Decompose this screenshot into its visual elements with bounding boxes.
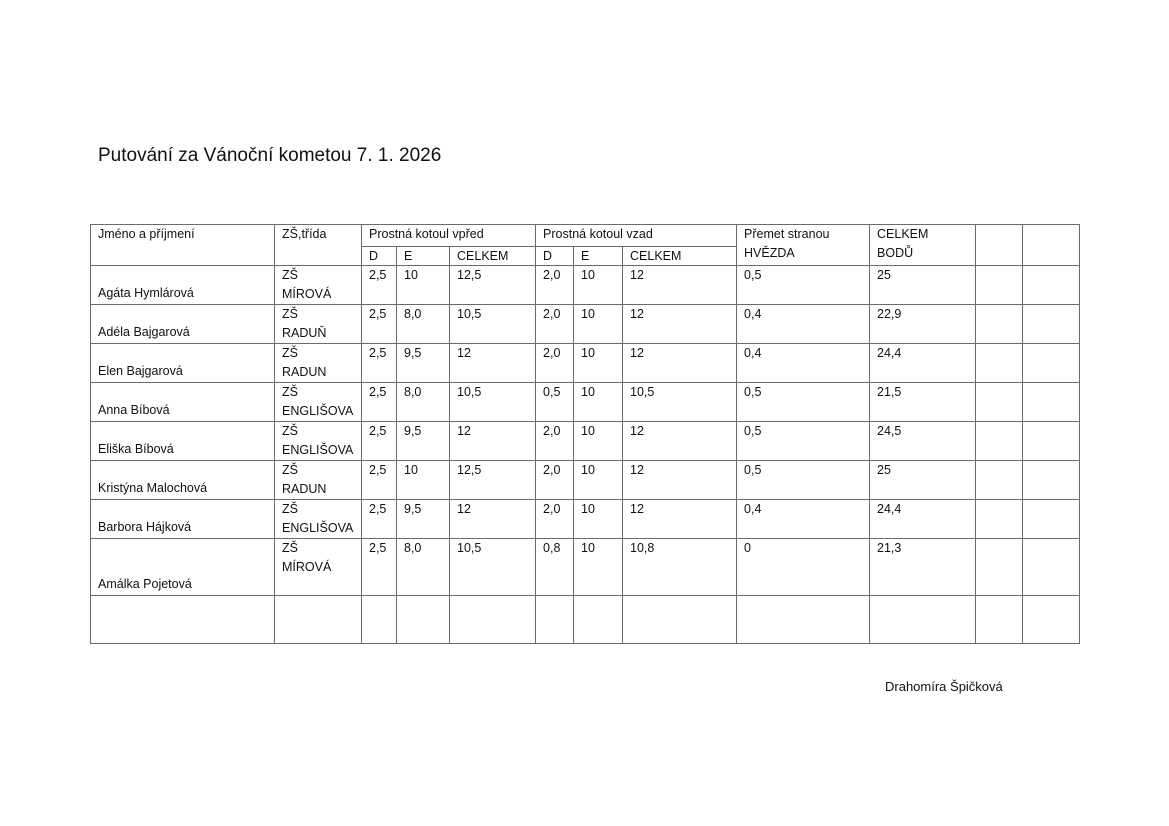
table-row <box>91 539 1080 596</box>
cell-empty <box>536 596 574 644</box>
cell-backward-total: 12 <box>623 344 737 383</box>
header-backward-roll: Prostná kotoul vzad <box>536 225 737 247</box>
subheader-backward-d: D <box>536 247 574 266</box>
cell-backward-total: 12 <box>623 305 737 344</box>
cell-backward-e: 10 <box>574 383 623 422</box>
cell-cartwheel: 0,5 <box>737 266 870 305</box>
athlete-name: Barbora Hájková <box>98 520 192 534</box>
cell-backward-d: 0,8 <box>536 539 574 596</box>
table-row <box>91 266 1080 305</box>
results-table <box>90 224 1080 644</box>
header-forward-roll: Prostná kotoul vpřed <box>362 225 536 247</box>
cell-school <box>275 305 362 344</box>
cell-forward-e: 10 <box>397 266 450 305</box>
cell-cartwheel: 0,4 <box>737 305 870 344</box>
cell-forward-d: 2,5 <box>362 539 397 596</box>
school-name: ENGLIŠOVA <box>282 404 354 418</box>
cell-backward-d: 0,5 <box>536 383 574 422</box>
cell-forward-total: 12 <box>450 500 536 539</box>
header-total-points <box>870 225 976 266</box>
school-name: MÍROVÁ <box>282 287 332 301</box>
cell-backward-d: 2,0 <box>536 422 574 461</box>
cell-forward-e: 10 <box>397 461 450 500</box>
cell-empty-2 <box>1023 422 1080 461</box>
cell-backward-d: 2,0 <box>536 266 574 305</box>
cell-cartwheel: 0,5 <box>737 383 870 422</box>
signature: Drahomíra Špičková <box>885 679 1003 694</box>
cell-backward-total: 12 <box>623 422 737 461</box>
athlete-name: Amálka Pojetová <box>98 577 192 591</box>
school-type: ZŠ <box>282 541 298 555</box>
cell-empty-1 <box>976 305 1023 344</box>
subheader-backward-total: CELKEM <box>623 247 737 266</box>
table-row-empty <box>91 596 1080 644</box>
cell-backward-total: 12 <box>623 266 737 305</box>
cell-empty <box>1023 596 1080 644</box>
cell-forward-d: 2,5 <box>362 305 397 344</box>
cell-empty <box>275 596 362 644</box>
cell-forward-e: 8,0 <box>397 539 450 596</box>
cell-name <box>91 500 275 539</box>
cell-empty-1 <box>976 422 1023 461</box>
header-school: ZŠ,třída <box>275 225 362 266</box>
cell-forward-e: 8,0 <box>397 383 450 422</box>
cell-forward-d: 2,5 <box>362 422 397 461</box>
cell-empty <box>574 596 623 644</box>
cell-name <box>91 461 275 500</box>
athlete-name: Agáta Hymlárová <box>98 286 194 300</box>
table-row <box>91 383 1080 422</box>
cell-total-points: 24,5 <box>870 422 976 461</box>
cell-backward-e: 10 <box>574 461 623 500</box>
athlete-name: Anna Bíbová <box>98 403 170 417</box>
cell-total-points: 24,4 <box>870 500 976 539</box>
athlete-name: Adéla Bajgarová <box>98 325 190 339</box>
cell-backward-e: 10 <box>574 305 623 344</box>
cell-empty-1 <box>976 383 1023 422</box>
header-cartwheel-line2: HVĚZDA <box>744 246 795 260</box>
cell-name <box>91 305 275 344</box>
table-row <box>91 422 1080 461</box>
table-row <box>91 461 1080 500</box>
school-name: RADUN <box>282 482 327 496</box>
subheader-forward-total: CELKEM <box>450 247 536 266</box>
cell-total-points: 21,3 <box>870 539 976 596</box>
cell-empty-2 <box>1023 344 1080 383</box>
cell-cartwheel: 0,5 <box>737 461 870 500</box>
cell-forward-e: 9,5 <box>397 500 450 539</box>
cell-backward-e: 10 <box>574 539 623 596</box>
cell-forward-total: 10,5 <box>450 539 536 596</box>
school-name: RADUŇ <box>282 326 327 340</box>
document-title: Putování za Vánoční kometou 7. 1. 2026 <box>98 145 442 166</box>
header-cartwheel <box>737 225 870 266</box>
cell-empty <box>737 596 870 644</box>
cell-empty <box>623 596 737 644</box>
athlete-name: Elen Bajgarová <box>98 364 183 378</box>
cell-forward-d: 2,5 <box>362 461 397 500</box>
cell-forward-d: 2,5 <box>362 500 397 539</box>
cell-forward-total: 12,5 <box>450 461 536 500</box>
cell-empty-1 <box>976 539 1023 596</box>
cell-empty-2 <box>1023 500 1080 539</box>
cell-name <box>91 422 275 461</box>
cell-cartwheel: 0,5 <box>737 422 870 461</box>
cell-empty-2 <box>1023 383 1080 422</box>
table-row <box>91 305 1080 344</box>
cell-school <box>275 383 362 422</box>
cell-forward-e: 8,0 <box>397 305 450 344</box>
cell-school <box>275 344 362 383</box>
cell-empty-1 <box>976 266 1023 305</box>
cell-forward-total: 10,5 <box>450 383 536 422</box>
school-name: MÍROVÁ <box>282 560 332 574</box>
cell-empty <box>397 596 450 644</box>
school-type: ZŠ <box>282 424 298 438</box>
cell-school <box>275 539 362 596</box>
cell-forward-total: 12 <box>450 344 536 383</box>
school-name: RADUN <box>282 365 327 379</box>
cell-forward-d: 2,5 <box>362 344 397 383</box>
cell-total-points: 21,5 <box>870 383 976 422</box>
subheader-forward-e: E <box>397 247 450 266</box>
cell-cartwheel: 0,4 <box>737 500 870 539</box>
cell-empty <box>450 596 536 644</box>
cell-empty-2 <box>1023 461 1080 500</box>
school-type: ZŠ <box>282 307 298 321</box>
school-type: ZŠ <box>282 346 298 360</box>
subheader-forward-d: D <box>362 247 397 266</box>
school-type: ZŠ <box>282 463 298 477</box>
cell-name <box>91 266 275 305</box>
cell-backward-d: 2,0 <box>536 461 574 500</box>
cell-name <box>91 383 275 422</box>
cell-name <box>91 344 275 383</box>
school-type: ZŠ <box>282 268 298 282</box>
cell-empty <box>976 596 1023 644</box>
header-name: Jméno a příjmení <box>91 225 275 266</box>
cell-backward-e: 10 <box>574 500 623 539</box>
cell-total-points: 25 <box>870 266 976 305</box>
cell-total-points: 24,4 <box>870 344 976 383</box>
cell-name <box>91 539 275 596</box>
cell-school <box>275 422 362 461</box>
cell-backward-total: 12 <box>623 500 737 539</box>
cell-forward-e: 9,5 <box>397 422 450 461</box>
cell-school <box>275 461 362 500</box>
header-total-line2: BODŮ <box>877 246 914 260</box>
cell-forward-total: 12,5 <box>450 266 536 305</box>
header-empty-2 <box>1023 225 1080 266</box>
cell-cartwheel: 0 <box>737 539 870 596</box>
header-cartwheel-line1: Přemet stranou <box>744 227 830 241</box>
cell-backward-d: 2,0 <box>536 344 574 383</box>
cell-empty <box>362 596 397 644</box>
cell-forward-d: 2,5 <box>362 383 397 422</box>
athlete-name: Kristýna Malochová <box>98 481 208 495</box>
cell-empty-2 <box>1023 266 1080 305</box>
school-type: ZŠ <box>282 502 298 516</box>
subheader-backward-e: E <box>574 247 623 266</box>
cell-forward-d: 2,5 <box>362 266 397 305</box>
athlete-name: Eliška Bíbová <box>98 442 174 456</box>
cell-backward-d: 2,0 <box>536 500 574 539</box>
cell-backward-d: 2,0 <box>536 305 574 344</box>
cell-empty-2 <box>1023 539 1080 596</box>
cell-forward-e: 9,5 <box>397 344 450 383</box>
cell-backward-e: 10 <box>574 422 623 461</box>
school-name: ENGLIŠOVA <box>282 521 354 535</box>
header-total-line1: CELKEM <box>877 227 929 241</box>
table-row <box>91 500 1080 539</box>
cell-empty <box>870 596 976 644</box>
cell-empty <box>91 596 275 644</box>
cell-forward-total: 10,5 <box>450 305 536 344</box>
school-name: ENGLIŠOVA <box>282 443 354 457</box>
cell-empty-1 <box>976 344 1023 383</box>
cell-backward-total: 12 <box>623 461 737 500</box>
cell-empty-2 <box>1023 305 1080 344</box>
cell-forward-total: 12 <box>450 422 536 461</box>
cell-backward-total: 10,8 <box>623 539 737 596</box>
cell-total-points: 25 <box>870 461 976 500</box>
cell-total-points: 22,9 <box>870 305 976 344</box>
cell-school <box>275 500 362 539</box>
cell-empty-1 <box>976 500 1023 539</box>
cell-backward-e: 10 <box>574 266 623 305</box>
header-row <box>91 225 1080 247</box>
cell-backward-total: 10,5 <box>623 383 737 422</box>
cell-cartwheel: 0,4 <box>737 344 870 383</box>
cell-empty-1 <box>976 461 1023 500</box>
table-row <box>91 344 1080 383</box>
header-empty-1 <box>976 225 1023 266</box>
cell-backward-e: 10 <box>574 344 623 383</box>
school-type: ZŠ <box>282 385 298 399</box>
cell-school <box>275 266 362 305</box>
